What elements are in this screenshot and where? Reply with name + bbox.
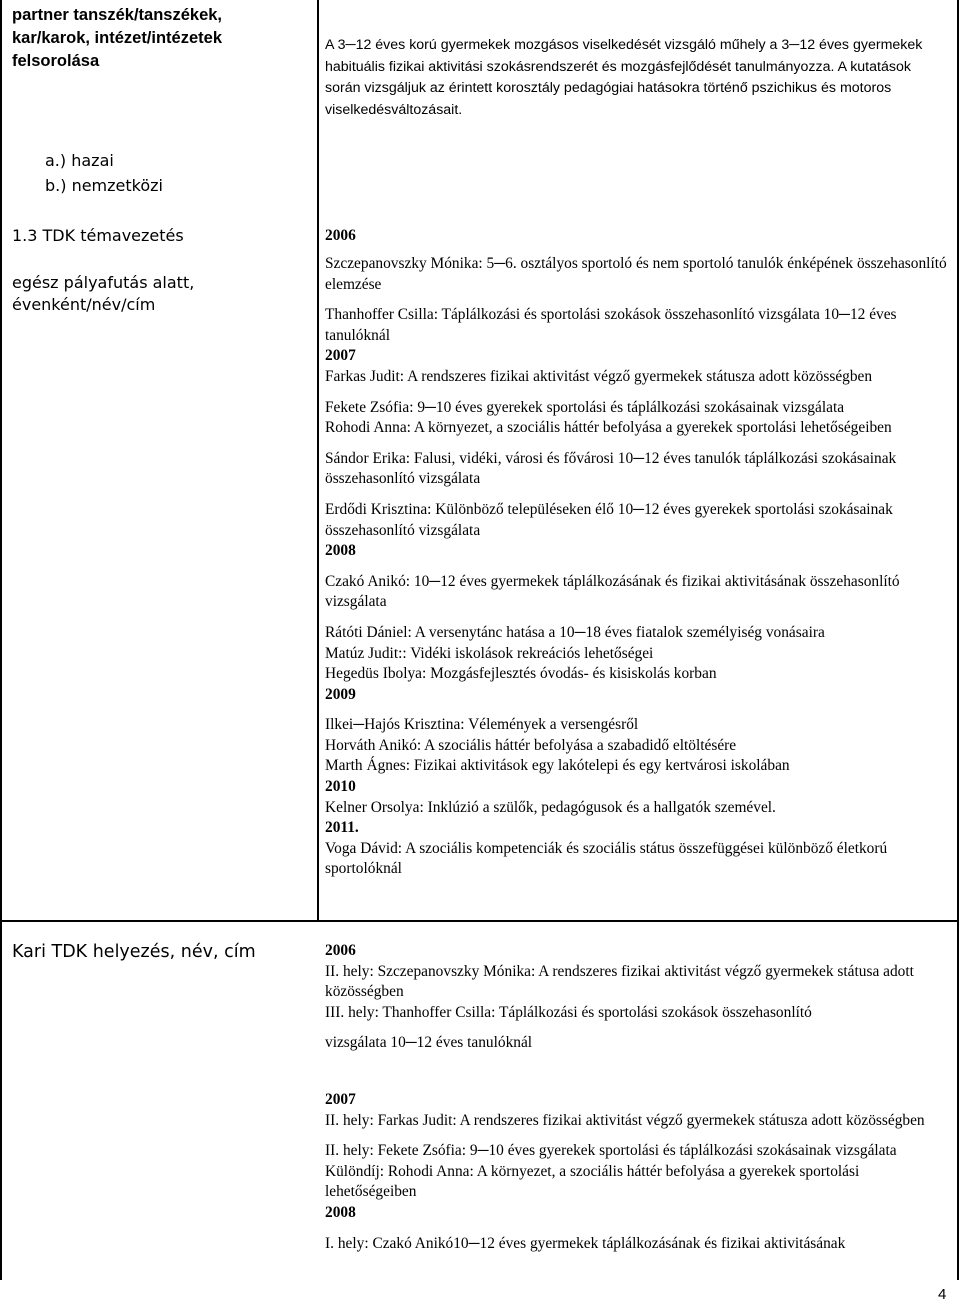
kari-year-2008: 2008 xyxy=(325,1203,356,1221)
kari-entry: vizsgálata 10─12 éves tanulóknál xyxy=(325,1034,533,1052)
tdk-entry: Sándor Erika: Falusi, vidéki, városi és fővárosi 10─12 éves tanulók táplálkozási szokásainak összehasonlító vizsgálata xyxy=(325,449,897,488)
tdk-entry: Matúz Judit:: Vidéki iskolások rekreációs lehetőségei xyxy=(325,644,654,662)
partner-label-line: felsorolása xyxy=(12,52,100,70)
tdk-subheading xyxy=(12,272,312,316)
tdk-subheading-line: egész pályafutás alatt, xyxy=(12,273,195,292)
tdk-entry: Fekete Zsófia: 9─10 éves gyerekek sportolási és táplálkozási szokásainak vizsgálata xyxy=(325,398,845,416)
tdk-year-2010: 2010 xyxy=(325,778,356,796)
partner-label-line: kar/karok, intézet/intézetek xyxy=(12,29,223,47)
tdk-year-2011: 2011. xyxy=(325,819,359,837)
tdk-entry: Thanhoffer Csilla: Táplálkozási és sportolási szokások összehasonlító vizsgálata 10─12 éves tanulóknál xyxy=(325,306,897,344)
partner-label xyxy=(12,4,312,73)
table-border-left xyxy=(0,0,2,1280)
kari-entries xyxy=(325,941,947,1254)
table-border-right xyxy=(957,0,959,1280)
kari-entry: II. hely: Szczepanovszky Mónika: A rendszeres fizikai aktivitást végző gyermekek státusa adott közösségben xyxy=(325,962,914,1001)
tdk-entry: Marth Ágnes: Fizikai aktivitások egy lakótelepi és egy kertvárosi iskolában xyxy=(325,757,790,775)
tdk-year-2008: 2008 xyxy=(325,542,356,560)
tdk-entry: Ilkei─Hajós Krisztina: Vélemények a versengésről xyxy=(325,716,639,734)
tdk-year-2006: 2006 xyxy=(325,227,356,244)
row-divider xyxy=(0,920,959,922)
tdk-entry: Czakó Anikó: 10─12 éves gyermekek táplálkozásának és fizikai aktivitásának összehasonlító vizsgálata xyxy=(325,572,900,611)
tdk-entry: Voga Dávid: A szociális kompetenciák és szociális státus összefüggései különböző életkorú sportolóknál xyxy=(325,839,888,878)
tdk-year-2007: 2007 xyxy=(325,347,356,365)
international-label: b.) nemzetközi xyxy=(45,176,163,195)
tdk-entry: Rátóti Dániel: A versenytánc hatása a 10─18 éves fiatalok személyiség vonásaira xyxy=(325,623,825,641)
tdk-entry: Szczepanovszky Mónika: 5─6. osztályos sportoló és nem sportoló tanulók énképének összehasonlító elemzése xyxy=(325,255,947,293)
tdk-year-2009: 2009 xyxy=(325,685,356,703)
kari-entry: II. hely: Farkas Judit: A rendszeres fizikai aktivitást végző gyermekek státusza adott közösségben xyxy=(325,1111,925,1129)
tdk-entry: Farkas Judit: A rendszeres fizikai aktivitást végző gyermekek státusza adott közösségben xyxy=(325,367,873,385)
page-number: 4 xyxy=(938,1286,947,1303)
tdk-subheading-line: évenként/név/cím xyxy=(12,295,156,314)
kari-entry: II. hely: Fekete Zsófia: 9─10 éves gyerekek sportolási és táplálkozási szokásainak vizsgálata xyxy=(325,1142,897,1160)
tdk-entry: Hegedüs Ibolya: Mozgásfejlesztés óvodás- és kisiskolás korban xyxy=(325,665,717,683)
tdk-entry: Kelner Orsolya: Inklúzió a szülők, pedagógusok és a hallgatók szemével. xyxy=(325,798,776,816)
tdk-entry: Rohodi Anna: A környezet, a szociális háttér befolyása a gyerekek sportolási lehetőségeiben xyxy=(325,419,892,437)
partner-label-line: partner tanszék/tanszékek, xyxy=(12,6,223,24)
kari-year-2007: 2007 xyxy=(325,1090,356,1108)
table-column-divider xyxy=(317,0,319,920)
partner-description: A 3─12 éves korú gyermekek mozgásos viselkedését vizsgáló műhely a 3─12 éves gyermekek habituális fizikai aktivitási szokásrendszerét és mozgásfejlődését tanulmányozza. A kutatások során vizsgáljuk az érintett korosztály pedagógiai hatásokra történő pszichikus és motoros viselkedésváltozásait. xyxy=(325,37,923,118)
kari-entry: Különdíj: Rohodi Anna: A környezet, a szociális háttér befolyása a gyerekek sportolási lehetőségeiben xyxy=(325,1162,860,1201)
kari-year-2006: 2006 xyxy=(325,942,356,959)
tdk-entry: Erdődi Krisztina: Különböző településeken élő 10─12 éves gyerekek sportolási szokásainak összehasonlító vizsgálata xyxy=(325,500,893,539)
kari-entry: I. hely: Czakó Anikó10─12 éves gyermekek táplálkozásának és fizikai aktivitásának xyxy=(325,1234,846,1252)
kari-entry: III. hely: Thanhoffer Csilla: Táplálkozási és sportolási szokások összehasonlító xyxy=(325,1003,812,1021)
kari-heading: Kari TDK helyezés, név, cím xyxy=(12,942,256,962)
domestic-label: a.) hazai xyxy=(45,151,114,170)
tdk-entry: Horváth Anikó: A szociális háttér befolyása a szabadidő eltöltésére xyxy=(325,736,737,754)
tdk-heading: 1.3 TDK témavezetés xyxy=(12,226,184,245)
tdk-entries xyxy=(325,254,947,880)
